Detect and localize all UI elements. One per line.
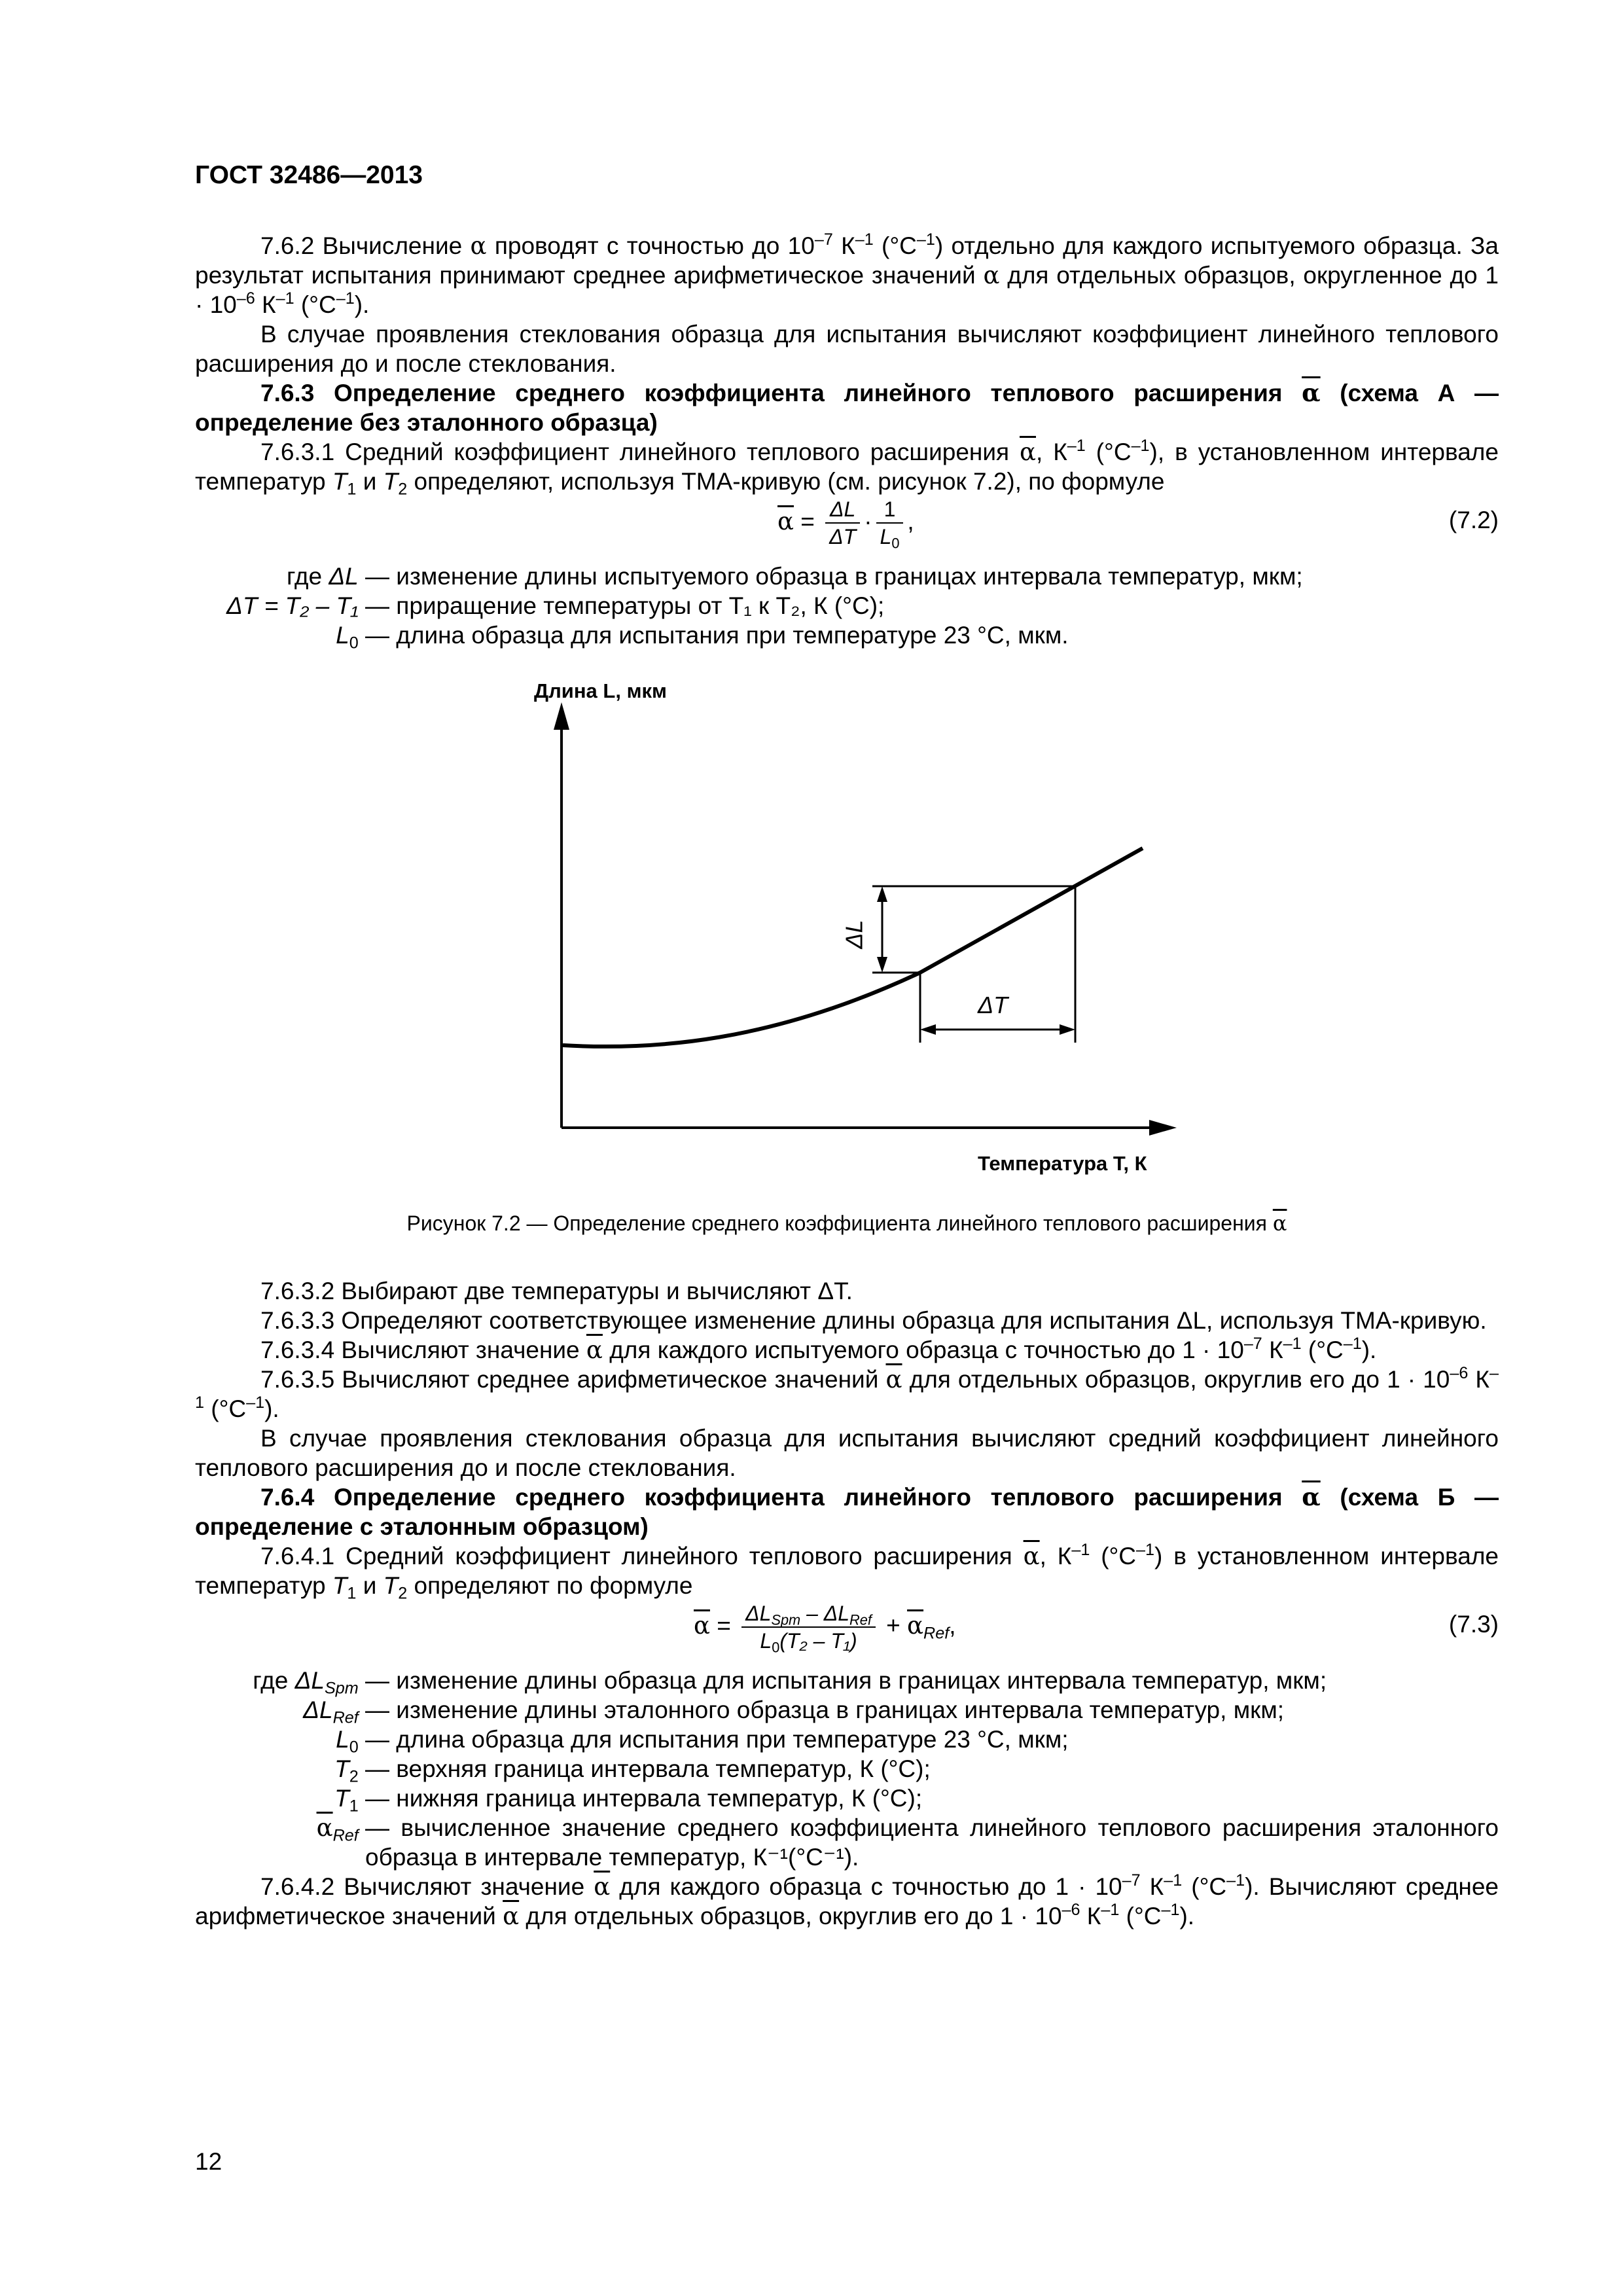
x-axis-arrow bbox=[1149, 1120, 1177, 1136]
legend-7-2 bbox=[195, 562, 1499, 653]
paragraph-7-6-4-1: 7.6.4.1 Средний коэффициент линейного теплового расширения $\overline{\alpha}$, $К^{-1}$ $(^\circ С^{-1})$ в установленном интервале температур $T_1$ и $T_2$ определяют по формуле bbox=[195, 1541, 1499, 1603]
formula-7-3: $\overline{\alpha}$ = $\frac{\Delta L_{Spm} - \Delta L_{Ref}}{L_0(T_2 - T_1)}$ + $\overline{\alpha}_{Ref}$, (7.3) bbox=[694, 1602, 1499, 1656]
equation-number: (7.2) bbox=[1448, 507, 1499, 533]
paragraph-7-6-3-5: 7.6.3.5 Вычисляют среднее арифметическое значений $\overline{\alpha}$ для отдельных образцов, округлив его до $1 \cdot 10^{-6}$ $К^{-1}$ $(^\circ С^{-1})$. bbox=[195, 1364, 1499, 1422]
delta-t-label: ΔT bbox=[978, 992, 1008, 1018]
legend-7-3 bbox=[195, 1666, 1499, 1872]
legend-row: где ΔL — изменение длины испытуемого образца в границах интервала температур, мкм; bbox=[287, 563, 1303, 590]
tma-curve-diagram bbox=[195, 676, 1499, 1147]
heading-7-6-3: 7.6.3 Определение среднего коэффициента линейного теплового расширения $\overline{\alpha}$ (схема А — определение без эталонного образца) bbox=[195, 378, 1499, 436]
legend-row: $\Delta L_{Ref}$ — изменение длины эталонного образца в границах интервала температур, мкм; bbox=[303, 1696, 1285, 1727]
y-axis-label: Длина L, мкм bbox=[534, 679, 667, 702]
x-axis-label: Температура T, К bbox=[978, 1152, 1147, 1175]
paragraph-7-6-4-2: 7.6.4.2 Вычисляют значение $\overline{\alpha}$ для каждого образца с точностью до $1 \cdot 10^{-7}$ $К^{-1}$ $(^\circ С^{-1})$. Вычисляют среднее арифметическое значений $\overline{\alpha}$ для отдельных образцов, округлив его до $1 \cdot 10^{-6}$ $К^{-1}$ $(^\circ С^{-1})$. bbox=[195, 1871, 1499, 1930]
paragraph-7-6-3-5-note: В случае проявления стеклования образца для испытания вычисляют средний коэффициент линейного теплового расширения до и после стеклования. bbox=[195, 1425, 1499, 1481]
delta-l-label: ΔL bbox=[840, 920, 868, 949]
paragraph-7-6-2-note: В случае проявления стеклования образца для испытания вычисляют коэффициент линейного теплового расширения до и после стеклования. bbox=[195, 321, 1499, 377]
legend-row: $\overline{\alpha}_{Ref}$ — вычисленное значение среднего коэффициента линейного теплового расширения эталонного образца в интервале температур, К⁻¹(°С⁻¹). bbox=[316, 1814, 1499, 1871]
figure-7-2 bbox=[195, 676, 1499, 1193]
paragraph-7-6-3-1: 7.6.3.1 Средний коэффициент линейного теплового расширения $\overline{\alpha}$, $К^{-1}$ $(^\circ С^{-1})$, в установленном интервале температур $T_1$ и $T_2$ определяют, используя ТМА-кривую (см. рисунок 7.2), по формуле bbox=[195, 437, 1499, 499]
legend-row: где $\Delta L_{Spm}$ — изменение длины образца для испытания в границах интервала температур, мкм; bbox=[253, 1667, 1327, 1698]
alpha-symbol: α bbox=[470, 232, 487, 260]
alpha-symbol: α bbox=[983, 261, 1000, 289]
legend-row: $L_0$ — длина образца для испытания при температуре 23 °С, мкм. bbox=[336, 622, 1069, 653]
paragraph-7-6-3-2: 7.6.3.2 Выбирают две температуры и вычисляют ΔT. bbox=[260, 1278, 853, 1304]
legend-row: $L_0$ — длина образца для испытания при температуре 23 °С, мкм; bbox=[336, 1726, 1069, 1757]
legend-row: ΔT = T₂ – T₁ — приращение температуры от T₁ к T₂, К (°С); bbox=[226, 592, 885, 619]
formula-7-2: $\overline{\alpha}$ = $\frac{\Delta L}{\Delta T}$ · $\frac{1}{L_0}$ , (7.2) bbox=[777, 497, 1499, 552]
document-header: ГОСТ 32486—2013 bbox=[195, 161, 423, 189]
heading-7-6-4: 7.6.4 Определение среднего коэффициента линейного теплового расширения $\overline{\alpha}$ (схема Б — определение с эталонным образцом) bbox=[195, 1482, 1499, 1540]
paragraph-7-6-2: 7.6.2 Вычисление α проводят с точностью до $10^{-7}$ $К^{-1}$ $(^\circ С^{-1})$ отдельно для каждого испытуемого образца. За результат испытания принимают среднее арифметическое значений α для отдельных образцов, округленное до $1 \cdot 10^{-6}$ $К^{-1}$ $(^\circ С^{-1})$. bbox=[195, 230, 1499, 318]
page-number: 12 bbox=[195, 2148, 223, 2175]
y-axis-arrow bbox=[554, 702, 569, 730]
main-text bbox=[195, 231, 1499, 1931]
legend-row: $T_2$ — верхняя граница интервала температур, К (°С); bbox=[334, 1755, 931, 1786]
paragraph-7-6-3-3: 7.6.3.3 Определяют соответствующее изменение длины образца для испытания ΔL, используя ТМА-кривую. bbox=[260, 1307, 1487, 1334]
figure-caption: Рисунок 7.2 — Определение среднего коэффициента линейного теплового расширения $\overline{\alpha}$ bbox=[406, 1211, 1287, 1236]
legend-row: $T_1$ — нижняя граница интервала температур, К (°С); bbox=[334, 1785, 923, 1816]
equation-number: (7.3) bbox=[1448, 1611, 1499, 1638]
paragraph-7-6-3-4: 7.6.3.4 Вычисляют значение $\overline{\alpha}$ для каждого испытуемого образца с точностью до $1 \cdot 10^{-7}$ $К^{-1}$ $(^\circ С^{-1})$. bbox=[260, 1335, 1377, 1364]
